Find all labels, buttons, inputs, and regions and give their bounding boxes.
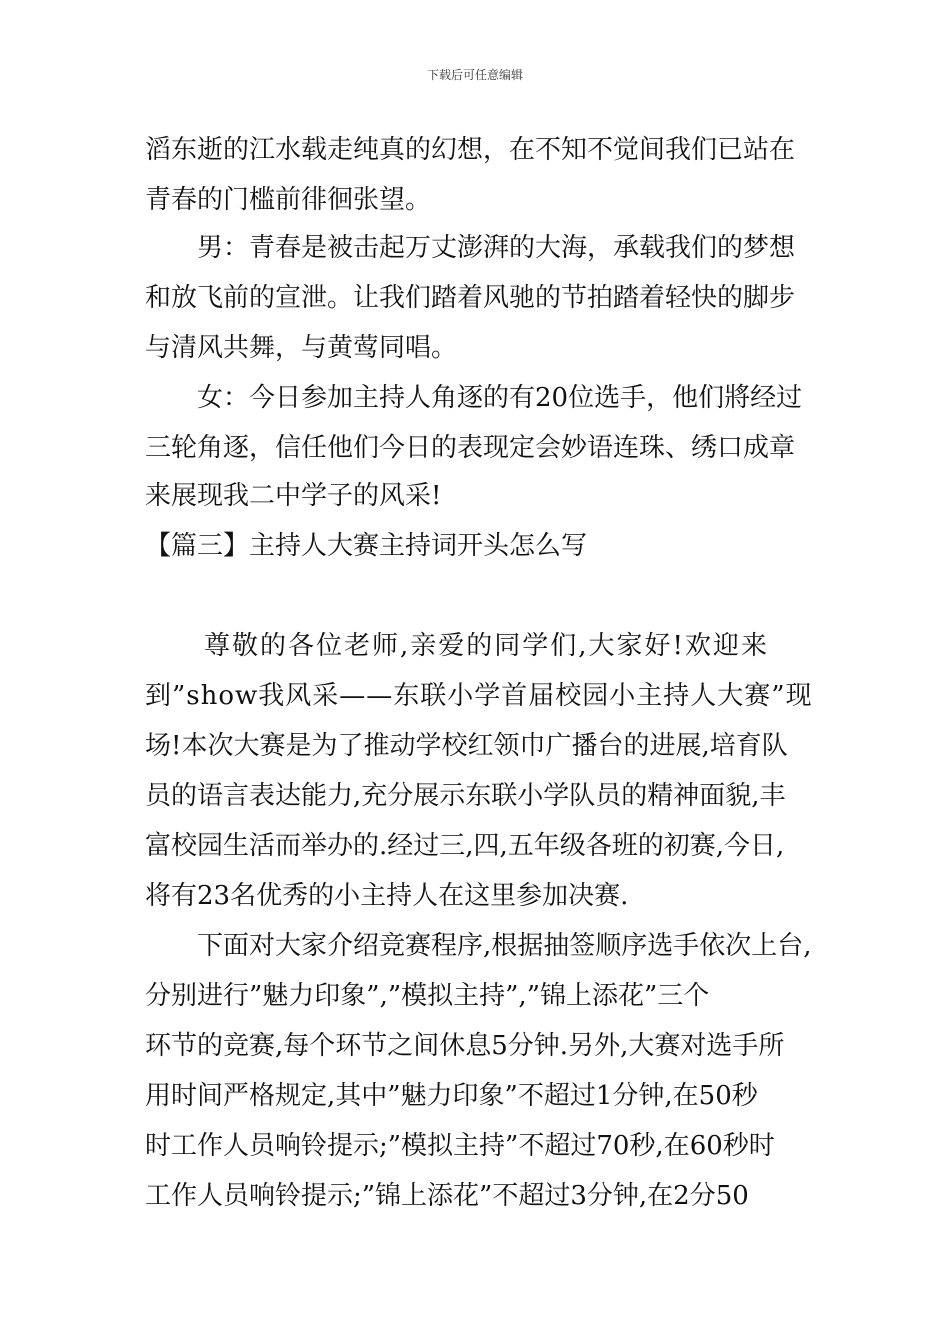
paragraph-line: 来展现我二中学子的风采! (145, 481, 442, 511)
paragraph-line: 青春的门槛前徘徊张望。 (145, 185, 432, 215)
paragraph-line: 到”show我风采——东联小学首届校园小主持人大赛”现 (145, 681, 813, 711)
paragraph-line: 场!本次大赛是为了推动学校红领巾广播台的进展,培育队 (145, 731, 788, 761)
paragraph-line: 尊敬的各位老师,亲爱的同学们,大家好!欢迎来 (204, 631, 769, 661)
page-header: 下载后可任意编辑 (426, 68, 523, 82)
paragraph-line: 下面对大家介绍竞赛程序,根据抽签顺序选手依次上台, (197, 931, 812, 961)
paragraph-line: 用时间严格规定,其中”魅力印象”不超过1分钟,在50秒 (145, 1081, 758, 1111)
paragraph-line: 员的语言表达能力,充分展示东联小学队员的精神面貌,丰 (145, 781, 786, 811)
paragraph-line: 滔东逝的江水载走纯真的幻想，在不知不觉间我们已站在 (145, 135, 796, 165)
paragraph-line: 将有23名优秀的小主持人在这里参加决赛. (145, 881, 629, 911)
paragraph-line: 和放飞前的宣泄。让我们踏着风驰的节拍踏着轻快的脚步 (145, 283, 796, 313)
paragraph-line: 时工作人员响铃提示;”模拟主持”不超过70秒,在60秒时 (145, 1131, 775, 1161)
paragraph-line: 男：青春是被击起万丈澎湃的大海，承载我们的梦想 (197, 233, 796, 263)
paragraph-line: 富校园生活而举办的.经过三,四,五年级各班的初赛,今日, (145, 831, 785, 861)
paragraph-line: 三轮角逐，信任他们今日的表现定会妙语连珠、绣口成章 (145, 433, 796, 463)
paragraph-line: 女：今日参加主持人角逐的有20位选手，他们將经过 (197, 383, 803, 413)
paragraph-line: 环节的竞赛,每个环节之间休息5分钟.另外,大赛对选手所 (145, 1031, 785, 1061)
paragraph-line: 与清风共舞，与黄莺同唱。 (145, 333, 458, 363)
section-heading: 【篇三】主持人大赛主持词开头怎么写 (145, 531, 588, 561)
paragraph-line: 工作人员响铃提示;”锦上添花”不超过3分钟,在2分50 (145, 1181, 749, 1211)
paragraph-line: 分别进行”魅力印象”,”模拟主持”,”锦上添花”三个 (145, 981, 710, 1011)
